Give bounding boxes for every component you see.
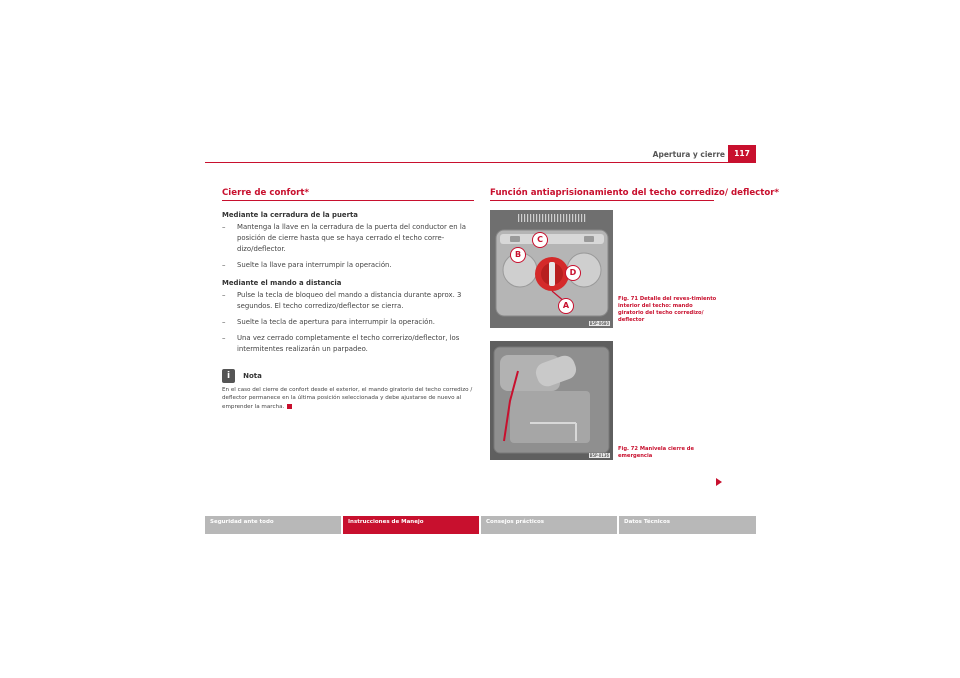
left-body [222,210,474,411]
footer-tab-seguridad[interactable]: Seguridad ante todo [205,516,341,534]
subheading-door-lock: Mediante la cerradura de la puerta [222,211,358,219]
callout-c: C [532,232,548,248]
section-title-antiaprisionamiento: Función antiaprisionamiento del techo corredizo/ deflector* [490,188,779,198]
footer-tab-datos[interactable]: Datos Técnicos [619,516,756,534]
callout-d: D [565,265,581,281]
page-number: 117 [728,145,756,162]
note-text: En el caso del cierre de confort desde el exterior, el mando giratorio del techo corredizo / deflector permanece en la última posición seleccionada y debe ajustarse de nuevo al emprender la marcha. [222,387,473,410]
list-item: – Suelte la llave para interrumpir la operación. [222,261,392,269]
list-item: – Una vez cerrado completamente el techo correrizo/deflector, los intermitentes realizarán un parpadeo. [222,334,460,353]
list-item: – Mantenga la llave en la cerradura de la puerta del conductor en la posición de cierre hasta que se haya cerrado el techo corre-dizo/deflector. [222,223,466,253]
figure-72-emergency-crank [490,341,613,460]
roof-control-illustration [490,210,613,328]
continue-arrow-icon [716,478,722,486]
figure-71-caption: Fig. 71 Detalle del reves-timiento interior del techo: mando giratorio del techo corredizo/ deflector [618,296,717,323]
note-heading: Nota [243,371,262,380]
section-rule-right [490,200,714,201]
callout-a: A [558,298,574,314]
figure-id: B5P-0136 [589,453,609,458]
info-icon: i [222,369,235,383]
footer-tab-instrucciones[interactable]: Instrucciones de Manejo [343,516,479,534]
callout-b: B [510,247,526,263]
header-rule [205,162,756,163]
emergency-crank-illustration [490,341,613,460]
figure-72-caption: Fig. 72 Manivela cierre de emergencia [618,446,694,459]
subheading-remote: Mediante el mando a distancia [222,279,342,287]
figure-id: B5P-0680 [589,321,609,326]
figure-71-roof-control [490,210,613,328]
section-title-cierre-confort: Cierre de confort* [222,188,309,198]
running-title: Apertura y cierre [652,150,725,159]
note-header [222,365,474,384]
end-of-section-icon [287,404,292,409]
section-rule-left [222,200,474,201]
list-item: – Pulse la tecla de bloqueo del mando a distancia durante aprox. 3 segundos. El techo corredizo/deflector se cierra. [222,291,462,310]
footer-tab-consejos[interactable]: Consejos prácticos [481,516,617,534]
list-item: – Suelte la tecla de apertura para interrumpir la operación. [222,318,435,326]
